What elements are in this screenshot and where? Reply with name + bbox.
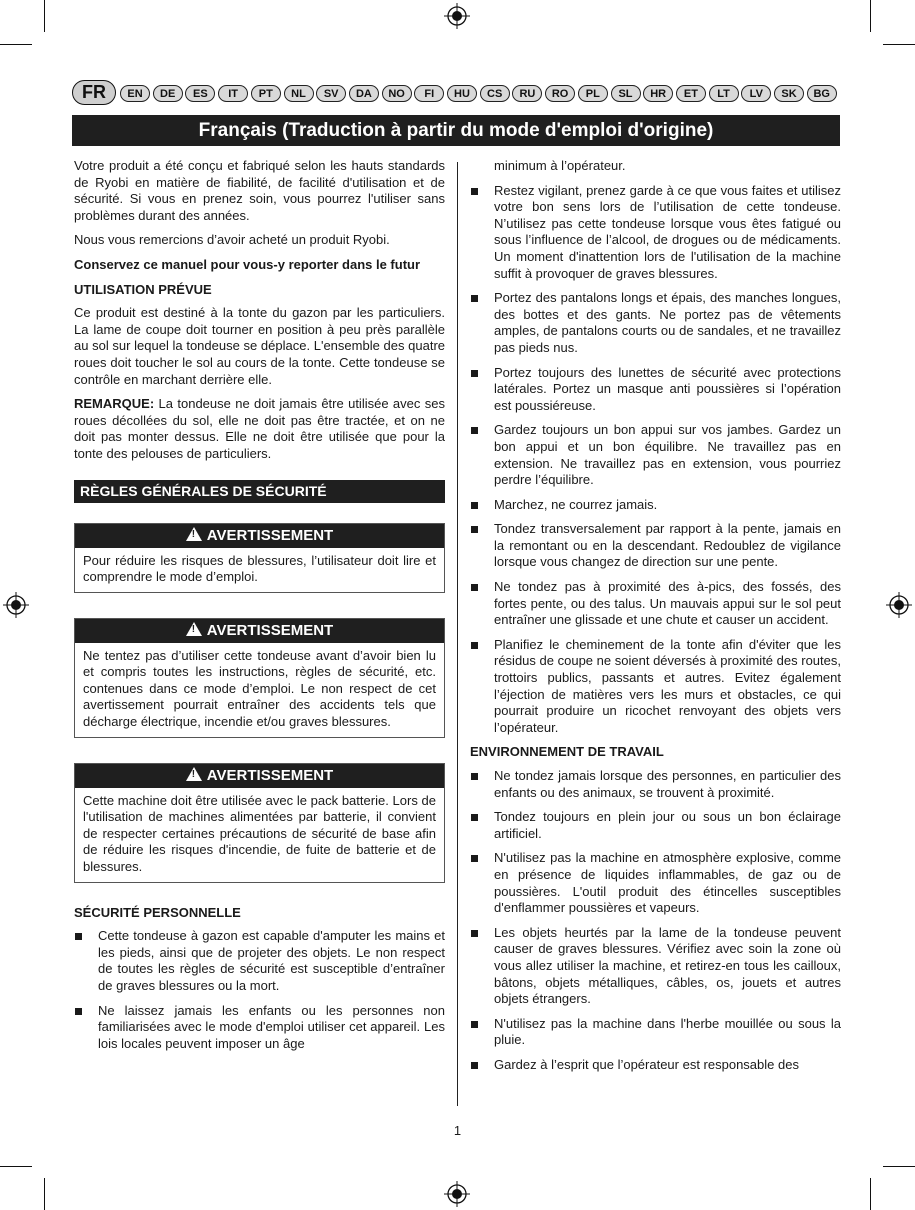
lang-tab-bg[interactable]: BG (807, 85, 837, 102)
column-divider (457, 162, 458, 1106)
lang-tab-sk[interactable]: SK (774, 85, 804, 102)
crop-mark (883, 1166, 915, 1167)
warning-header (75, 764, 444, 788)
lang-tab-it[interactable]: IT (218, 85, 248, 102)
list-item: Tondez transversalement par rapport à la pente, jamais en la remontant ou en la descendant. Redoublez de vigilance lorsque vous changez de direction sur une pente. (470, 521, 841, 571)
warning-box (74, 523, 445, 593)
intro-paragraph: Votre produit a été conçu et fabriqué selon les hauts standards de Ryobi en matière de fiabilité, de facilité d'utilisation et de sécurité. Si vous en prenez soin, vous pourrez l'utiliser sans problèmes durant des années. (74, 158, 445, 223)
crop-mark (0, 44, 32, 45)
page-title: Français (Traduction à partir du mode d'emploi d'origine) (72, 115, 840, 146)
warning-triangle-icon (186, 622, 202, 636)
lang-tab-nl[interactable]: NL (284, 85, 314, 102)
lang-tab-pt[interactable]: PT (251, 85, 281, 102)
lang-tab-ru[interactable]: RU (512, 85, 542, 102)
registration-mark-icon (444, 3, 470, 29)
list-item: Les objets heurtés par la lame de la tondeuse peuvent causer de graves blessures. Vérifiez avec soin la zone où vous allez utiliser la machine, et retirez-en tous les cailloux, bâtons, objets métalliques, câbles, os, jouets et autres objets étrangers. (470, 925, 841, 1008)
lang-tab-pl[interactable]: PL (578, 85, 608, 102)
personal-safety-heading: SÉCURITÉ PERSONNELLE (74, 904, 241, 920)
lang-tab-es[interactable]: ES (185, 85, 215, 102)
list-item: Marchez, ne courrez jamais. (470, 497, 841, 514)
list-item: Gardez toujours un bon appui sur vos jambes. Gardez un bon appui et un bon équilibre. Ne travaillez pas en extension. Ne travaillez pas en extension, vous pourriez perdre l’équilibre. (470, 422, 841, 488)
crop-mark (0, 1166, 32, 1167)
intended-use-text: Ce produit est destiné à la tonte du gazon par les particuliers. La lame de coupe doit tourner en position à peu près parallèle au sol sur lequel la tondeuse se déplace. L'ensemble des quatre roues doit toucher le sol au cours de la tonte. Cette tondeuse se contrôle en marchant derrière elle. (74, 305, 445, 387)
warning-box (74, 763, 445, 883)
lang-tab-da[interactable]: DA (349, 85, 379, 102)
lang-tab-de[interactable]: DE (153, 85, 183, 102)
left-column (74, 158, 445, 1060)
lang-tab-et[interactable]: ET (676, 85, 706, 102)
warning-text: Ne tentez pas d’utiliser cette tondeuse avant d’avoir bien lu et compris toutes les instructions, règles de sécurité, etc. contenues dans ce mode d’emploi. Le non respect de cet avertissement pourrait entraîner des accidents tels que décharge électrique, incendie et/ou graves blessures. (83, 647, 436, 730)
note-label: REMARQUE: (74, 396, 155, 412)
list-item: Tondez toujours en plein jour ou sous un bon éclairage artificiel. (470, 809, 841, 842)
list-item: N'utilisez pas la machine en atmosphère explosive, comme en présence de liquides inflammables, de gaz ou de poussières. L'outil produit des étincelles susceptibles d'enflammer poussières et vapeurs. (470, 850, 841, 916)
intended-use-heading: UTILISATION PRÉVUE (74, 281, 212, 297)
warning-title: AVERTISSEMENT (206, 766, 334, 784)
list-item: Gardez à l’esprit que l’opérateur est responsable des (470, 1057, 841, 1074)
lang-tab-sv[interactable]: SV (316, 85, 346, 102)
list-item: Planifiez le cheminement de la tonte afin d'éviter que les résidus de coupe ne soient déversés à proximité des routes, trottoirs publics, passants et autres. Evitez également l’éjection de matières vers les murs et obstacles, ce qui pourrait produire un ricochet renvoyant des objets vers l’opérateur. (470, 637, 841, 737)
list-item: Restez vigilant, prenez garde à ce que vous faites et utilisez votre bon sens lors de l’utilisation de cette tondeuse. N’utilisez pas cette tondeuse lorsque vous êtes fatigué ou sous l’influence de l’alcool, de drogues ou de médicaments. Un moment d'inattention lors de l'utilisation de la machine suffit à provoquer de graves blessures. (470, 183, 841, 283)
thanks-paragraph: Nous vous remercions d’avoir acheté un produit Ryobi. (74, 232, 390, 248)
crop-mark (870, 0, 871, 32)
registration-mark-icon (3, 592, 29, 618)
keep-manual-note: Conservez ce manuel pour vous-y reporter dans le futur (74, 256, 421, 272)
work-environment-heading: ENVIRONNEMENT DE TRAVAIL (470, 744, 664, 760)
list-item: Portez des pantalons longs et épais, des manches longues, des bottes et des gants. Ne portez pas de vêtements amples, de pantalons courts ou de sandales, et ne travaillez pas pieds nus. (470, 290, 841, 356)
personal-safety-list-continued (470, 183, 841, 737)
warning-title: AVERTISSEMENT (206, 621, 334, 639)
lang-tab-hr[interactable]: HR (643, 85, 673, 102)
continuation-text: minimum à l’opérateur. (494, 158, 626, 173)
work-environment-list (470, 768, 841, 1074)
lang-tab-cs[interactable]: CS (480, 85, 510, 102)
warning-box (74, 618, 445, 738)
note-text: La tondeuse ne doit jamais être utilisée avec ses roues décollées du sol, elle ne doit pas être tractée, et on ne doit pas monter dessus. Elle ne doit être utilisée que pour la tonte des pelouses de particuliers. (74, 396, 445, 461)
warning-triangle-icon (186, 767, 202, 781)
lang-tab-hu[interactable]: HU (447, 85, 477, 102)
right-column (470, 158, 841, 1082)
lang-tab-sl[interactable]: SL (611, 85, 641, 102)
lang-tab-en[interactable]: EN (120, 85, 150, 102)
list-item: Ne tondez jamais lorsque des personnes, en particulier des enfants ou des animaux, se trouvent à proximité. (470, 768, 841, 801)
warning-title: AVERTISSEMENT (206, 526, 334, 544)
list-item: Cette tondeuse à gazon est capable d'amputer les mains et les pieds, ainsi que de projeter des objets. Le non respect de toutes les règles de sécurité est susceptible d’entraîner de graves blessures ou la mort. (74, 928, 445, 994)
warning-header (75, 619, 444, 643)
page-number: 1 (453, 1123, 462, 1138)
lang-tab-lt[interactable]: LT (709, 85, 739, 102)
list-item: Portez toujours des lunettes de sécurité avec protections latérales. Portez un masque anti poussières si l’opération est poussiéreuse. (470, 365, 841, 415)
crop-mark (44, 0, 45, 32)
note-paragraph (74, 396, 445, 462)
crop-mark (44, 1178, 45, 1210)
lang-tab-no[interactable]: NO (382, 85, 412, 102)
language-selector (72, 80, 842, 104)
registration-mark-icon (444, 1181, 470, 1207)
list-item: Ne tondez pas à proximité des à-pics, des fossés, des fortes pente, ou des talus. Un mauvais appui sur le sol peut entraîner une glissade et une chute et causer un accident. (470, 579, 841, 629)
crop-mark (870, 1178, 871, 1210)
personal-safety-list (74, 928, 445, 1052)
lang-tab-fi[interactable]: FI (414, 85, 444, 102)
lang-tab-ro[interactable]: RO (545, 85, 575, 102)
warning-triangle-icon (186, 527, 202, 541)
registration-mark-icon (886, 592, 912, 618)
list-item: N'utilisez pas la machine dans l'herbe mouillée ou sous la pluie. (470, 1016, 841, 1049)
warning-header (75, 524, 444, 548)
warning-text: Cette machine doit être utilisée avec le pack batterie. Lors de l'utilisation de machines alimentées par batterie, il convient de respecter certaines précautions de sécurité de base afin de réduire les risques d'incendie, de fuite de batterie et de blessures. (83, 792, 436, 875)
lang-tab-active[interactable]: FR (72, 80, 116, 105)
list-item: Ne laissez jamais les enfants ou les personnes non familiarisées avec le mode d'emploi utiliser cet appareil. Les lois locales peuvent imposer un âge (74, 1003, 445, 1053)
crop-mark (883, 44, 915, 45)
general-safety-heading: RÈGLES GÉNÉRALES DE SÉCURITÉ (74, 480, 445, 503)
warning-text: Pour réduire les risques de blessures, l’utilisateur doit lire et comprendre le mode d’emploi. (83, 552, 436, 585)
lang-tab-lv[interactable]: LV (741, 85, 771, 102)
